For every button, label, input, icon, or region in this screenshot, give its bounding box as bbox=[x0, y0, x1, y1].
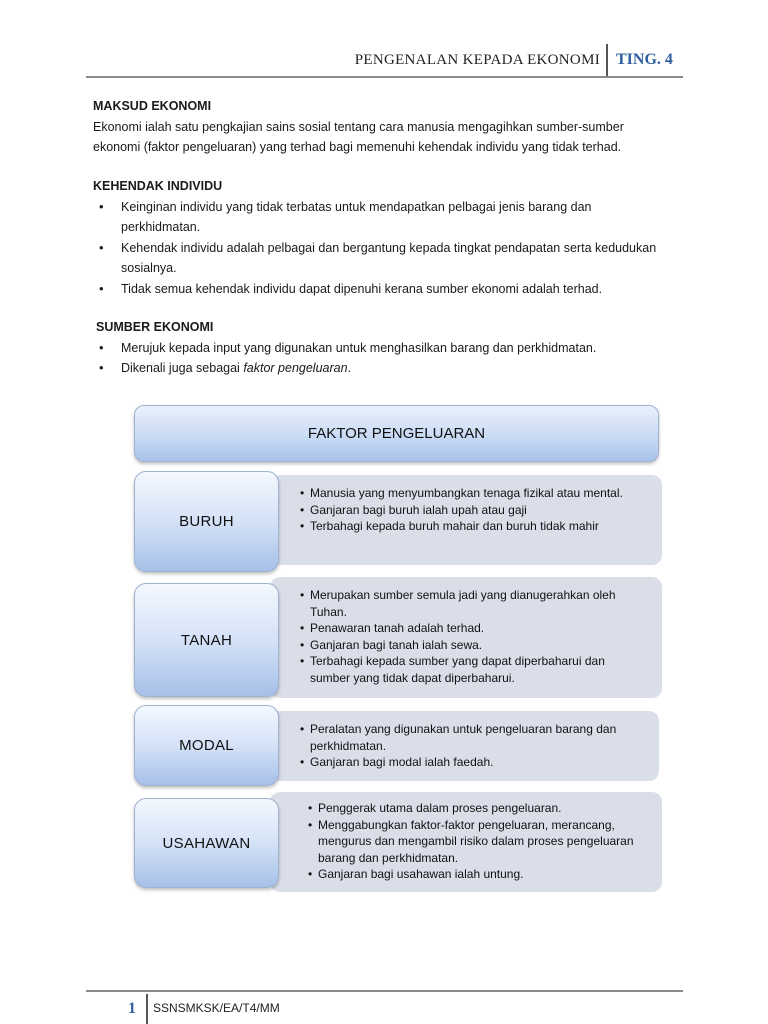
section-sumber bbox=[96, 317, 676, 379]
paragraph: Ekonomi ialah satu pengkajian sains sosial tentang cara manusia mengagihkan sumber-sumber ekonomi (faktor pengeluaran) yang terhad bagi memenuhi kehendak individu yang tidak terhad. bbox=[93, 119, 624, 154]
factor-point: • Penggerak utama dalam proses pengeluaran. bbox=[308, 800, 648, 817]
emphasis-text: faktor pengeluaran bbox=[243, 361, 348, 375]
list-item: • Keinginan individu yang tidak terbatas untuk mendapatkan pelbagai jenis barang dan perkhidmatan. bbox=[93, 197, 673, 238]
header-rule bbox=[86, 76, 683, 78]
factor-point: • Ganjaran bagi tanah ialah sewa. bbox=[300, 637, 648, 654]
factor-panel-usahawan bbox=[270, 792, 662, 892]
page-number: 1 bbox=[128, 1000, 136, 1017]
factor-point: • Penawaran tanah adalah terhad. bbox=[300, 620, 648, 637]
factor-label: TANAH bbox=[180, 631, 233, 649]
header-badge: TING. 4 bbox=[616, 51, 673, 68]
factor-panel-modal bbox=[270, 711, 659, 781]
section-maksud bbox=[93, 96, 673, 158]
diagram-header bbox=[134, 405, 659, 462]
section-kehendak bbox=[93, 176, 673, 299]
factor-point: • Ganjaran bagi modal ialah faedah. bbox=[300, 754, 645, 771]
bullet-list bbox=[93, 338, 676, 379]
list-item-suffix: . bbox=[347, 361, 352, 375]
factor-point: • Ganjaran bagi buruh ialah upah atau gaji bbox=[300, 502, 648, 519]
section-title: KEHENDAK INDIVIDU bbox=[93, 179, 223, 193]
section-title: MAKSUD EKONOMI bbox=[93, 99, 212, 113]
factor-points bbox=[300, 485, 648, 535]
section-title: SUMBER EKONOMI bbox=[96, 320, 214, 334]
list-item bbox=[93, 358, 676, 379]
factor-point: • Menggabungkan faktor-faktor pengeluaran, merancang, mengurus dan mengambil risiko dalam proses pengeluaran barang dan perkhidmatan. bbox=[308, 817, 648, 867]
factor-bubble-usahawan bbox=[134, 798, 279, 888]
diagram-header-label: FAKTOR PENGELUARAN bbox=[307, 425, 486, 442]
header-separator bbox=[606, 44, 608, 76]
list-item-text: Dikenali juga sebagai bbox=[121, 361, 244, 375]
footer-separator bbox=[146, 994, 148, 1024]
factor-label: MODAL bbox=[179, 737, 234, 754]
bullet-list bbox=[93, 197, 673, 300]
factor-label: BURUH bbox=[179, 513, 234, 530]
list-item: • Merujuk kepada input yang digunakan untuk menghasilkan barang dan perkhidmatan. bbox=[93, 338, 676, 359]
document-code: SSNSMKSK/EA/T4/MM bbox=[153, 1001, 280, 1015]
factor-label: USAHAWAN bbox=[162, 834, 251, 852]
list-item: • Tidak semua kehendak individu dapat dipenuhi kerana sumber ekonomi adalah terhad. bbox=[93, 279, 673, 300]
factor-bubble-modal bbox=[134, 705, 279, 786]
factor-points bbox=[308, 800, 648, 883]
factor-point: • Merupakan sumber semula jadi yang dianugerahkan oleh Tuhan. bbox=[300, 587, 648, 620]
factor-point: • Ganjaran bagi usahawan ialah untung. bbox=[308, 866, 648, 883]
factor-panel-buruh bbox=[270, 475, 662, 565]
factor-bubble-tanah bbox=[134, 583, 279, 697]
factor-points bbox=[300, 587, 648, 686]
factor-point: • Manusia yang menyumbangkan tenaga fizikal atau mental. bbox=[300, 485, 648, 502]
factor-point: • Peralatan yang digunakan untuk pengeluaran barang dan perkhidmatan. bbox=[300, 721, 645, 754]
footer-rule bbox=[86, 990, 683, 992]
list-item: • Kehendak individu adalah pelbagai dan bergantung kepada tingkat pendapatan serta kedudukan sosialnya. bbox=[93, 238, 673, 279]
factor-points bbox=[300, 721, 645, 771]
factor-point: • Terbahagi kepada sumber yang dapat diperbaharui dan sumber yang tidak dapat diperbaharui. bbox=[300, 653, 648, 686]
header-title: PENGENALAN KEPADA EKONOMI bbox=[354, 52, 600, 68]
factor-panel-tanah bbox=[270, 577, 662, 698]
factor-bubble-buruh bbox=[134, 471, 279, 572]
factor-point: • Terbahagi kepada buruh mahair dan buruh tidak mahir bbox=[300, 518, 648, 535]
